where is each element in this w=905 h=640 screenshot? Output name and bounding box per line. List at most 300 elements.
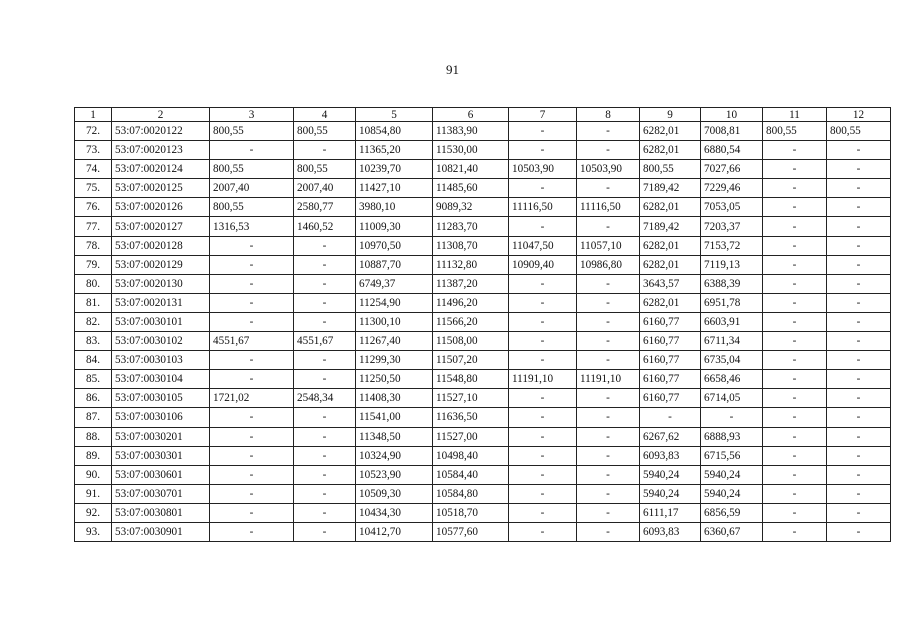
table-cell: 800,55 [640,160,701,179]
table-cell: 10498,40 [433,446,509,465]
table-cell: - [827,217,891,236]
table-cell: 90. [75,465,112,484]
table-cell: - [827,408,891,427]
table-cell: 11527,10 [433,389,509,408]
table-cell: 10584,80 [433,484,509,503]
table-cell: 7189,42 [640,217,701,236]
table-cell: - [763,293,827,312]
table-row [75,465,891,484]
table-cell: 7008,81 [701,122,763,141]
table-row [75,446,891,465]
table-cell: 77. [75,217,112,236]
table-cell: - [763,274,827,293]
table-row [75,312,891,331]
table-cell: 6160,77 [640,370,701,389]
table-cell: 11541,00 [356,408,433,427]
table-cell: - [577,274,640,293]
table-cell: - [827,274,891,293]
table-cell: - [294,484,356,503]
column-header-11: 11 [763,108,827,122]
table-cell: - [577,484,640,503]
table-cell: - [509,312,577,331]
table-cell: 53:07:0020124 [112,160,210,179]
table-cell: 53:07:0030106 [112,408,210,427]
table-cell: - [210,141,294,160]
table-cell: 11365,20 [356,141,433,160]
table-cell: 11299,30 [356,351,433,370]
table-cell: 11348,50 [356,427,433,446]
table-cell: 73. [75,141,112,160]
table-cell: - [827,503,891,522]
table-cell: - [763,408,827,427]
table-cell: - [827,389,891,408]
table-cell: - [827,465,891,484]
column-header-3: 3 [210,108,294,122]
table-cell: 6282,01 [640,122,701,141]
table-cell: 7153,72 [701,236,763,255]
table-cell: 6282,01 [640,255,701,274]
table-cell: 53:07:0030103 [112,351,210,370]
table-cell: - [827,160,891,179]
table-cell: 88. [75,427,112,446]
table-row [75,293,891,312]
table-cell: - [827,293,891,312]
table-cell: - [577,503,640,522]
table-cell: - [763,217,827,236]
table-cell: 53:07:0030601 [112,465,210,484]
table-cell: 10503,90 [577,160,640,179]
table-cell: 76. [75,198,112,217]
table-cell: 11250,50 [356,370,433,389]
table-cell: - [509,217,577,236]
table-cell: 6888,93 [701,427,763,446]
column-header-12: 12 [827,108,891,122]
table-cell: 800,55 [210,198,294,217]
table-cell: 53:07:0020122 [112,122,210,141]
table-cell: 10821,40 [433,160,509,179]
table-cell: - [210,370,294,389]
table-cell: - [210,465,294,484]
table-cell: 53:07:0020128 [112,236,210,255]
table-cell: - [294,427,356,446]
table-cell: 1460,52 [294,217,356,236]
table-row [75,522,891,541]
table-cell: 78. [75,236,112,255]
table-cell: 11057,10 [577,236,640,255]
table-cell: - [210,427,294,446]
table-cell: 800,55 [210,122,294,141]
table-cell: 5940,24 [640,484,701,503]
table-cell: 86. [75,389,112,408]
table-cell: - [294,351,356,370]
table-cell: - [210,484,294,503]
table-cell: 11507,20 [433,351,509,370]
table-cell: 80. [75,274,112,293]
table-cell: 92. [75,503,112,522]
table-cell: 53:07:0020129 [112,255,210,274]
table-cell: 53:07:0030301 [112,446,210,465]
table-cell: 6093,83 [640,446,701,465]
table-cell: - [577,141,640,160]
table-cell: - [763,522,827,541]
table-cell: - [210,503,294,522]
table-cell: - [827,351,891,370]
table-cell: 800,55 [294,122,356,141]
table-cell: 5940,24 [640,465,701,484]
table-cell: 2007,40 [294,179,356,198]
table-cell: 11300,10 [356,312,433,331]
table-cell: 6856,59 [701,503,763,522]
table-cell: - [763,179,827,198]
table-cell: 800,55 [763,122,827,141]
table-cell: 6735,04 [701,351,763,370]
table-cell: 6160,77 [640,332,701,351]
table-cell: 11132,80 [433,255,509,274]
table-cell: 53:07:0020123 [112,141,210,160]
table-cell: 6282,01 [640,236,701,255]
table-cell: - [577,427,640,446]
header-row [75,108,891,122]
table-cell: 6360,67 [701,522,763,541]
table-cell: 74. [75,160,112,179]
column-header-4: 4 [294,108,356,122]
table-cell: 10909,40 [509,255,577,274]
table-cell: - [210,351,294,370]
table-cell: - [763,427,827,446]
table-cell: 11496,20 [433,293,509,312]
table-cell: 6951,78 [701,293,763,312]
table-cell: - [763,236,827,255]
table-cell: - [294,236,356,255]
table-cell: 10518,70 [433,503,509,522]
table-cell: 3980,10 [356,198,433,217]
table-cell: 10434,30 [356,503,433,522]
table-cell: 7189,42 [640,179,701,198]
table-cell: 87. [75,408,112,427]
table-cell: - [763,141,827,160]
table-cell: - [509,274,577,293]
table-cell: 10239,70 [356,160,433,179]
table-cell: 11408,30 [356,389,433,408]
table-cell: 6160,77 [640,389,701,408]
column-header-8: 8 [577,108,640,122]
table-cell: - [577,465,640,484]
table-cell: 11009,30 [356,217,433,236]
table-cell: - [827,446,891,465]
table-cell: - [294,522,356,541]
table-cell: 53:07:0020131 [112,293,210,312]
table-cell: 11191,10 [509,370,577,389]
table-cell: - [763,198,827,217]
table-cell: - [577,122,640,141]
table-cell: 6388,39 [701,274,763,293]
table-cell: - [509,503,577,522]
table-cell: 9089,32 [433,198,509,217]
table-body [75,122,891,542]
table-cell: 3643,57 [640,274,701,293]
table-cell: 7119,13 [701,255,763,274]
table-cell: - [827,332,891,351]
table-cell: 93. [75,522,112,541]
table-cell: - [827,522,891,541]
table-row [75,408,891,427]
table-cell: 75. [75,179,112,198]
table-cell: 10523,90 [356,465,433,484]
table-row [75,351,891,370]
table-row [75,217,891,236]
table-cell: - [509,179,577,198]
table-cell: - [763,160,827,179]
table-cell: - [763,465,827,484]
table-cell: - [827,236,891,255]
table-cell: 7229,46 [701,179,763,198]
table-cell: 5940,24 [701,484,763,503]
table-cell: 6111,17 [640,503,701,522]
table-cell: - [509,484,577,503]
table-cell: - [294,141,356,160]
table-cell: - [827,255,891,274]
table-row [75,160,891,179]
table-cell: 89. [75,446,112,465]
table-cell: - [827,427,891,446]
table-cell: 1316,53 [210,217,294,236]
table-cell: 11116,50 [577,198,640,217]
table-cell: - [294,446,356,465]
table-cell: 53:07:0030102 [112,332,210,351]
table-cell: - [509,332,577,351]
table-cell: 6711,34 [701,332,763,351]
table-cell: 7027,66 [701,160,763,179]
table-cell: - [210,255,294,274]
table-cell: - [577,332,640,351]
table-cell: - [294,503,356,522]
table-cell: - [763,503,827,522]
table-cell: 6160,77 [640,351,701,370]
table-cell: 10503,90 [509,160,577,179]
table-cell: - [763,446,827,465]
table-cell: - [763,370,827,389]
table-cell: 800,55 [210,160,294,179]
table-cell: - [763,255,827,274]
table-cell: 6749,37 [356,274,433,293]
table-cell: - [827,370,891,389]
table-cell: 10854,80 [356,122,433,141]
table-cell: 79. [75,255,112,274]
table-cell: 11530,00 [433,141,509,160]
table-cell: - [294,293,356,312]
table-cell: 11636,50 [433,408,509,427]
column-header-6: 6 [433,108,509,122]
table-cell: 800,55 [827,122,891,141]
table-cell: 91. [75,484,112,503]
table-cell: - [577,312,640,331]
table-cell: 10324,90 [356,446,433,465]
table-cell: 6093,83 [640,522,701,541]
table-cell: 10412,70 [356,522,433,541]
table-cell: 2580,77 [294,198,356,217]
table-cell: 11548,80 [433,370,509,389]
table-row [75,255,891,274]
table-row [75,274,891,293]
table-cell: 11308,70 [433,236,509,255]
column-header-2: 2 [112,108,210,122]
column-header-10: 10 [701,108,763,122]
table-cell: - [210,312,294,331]
table-cell: - [577,179,640,198]
table-cell: 6282,01 [640,141,701,160]
table-cell: - [210,274,294,293]
table-cell: 82. [75,312,112,331]
table-cell: - [577,522,640,541]
table-cell: 11427,10 [356,179,433,198]
table-row [75,179,891,198]
column-header-5: 5 [356,108,433,122]
table-cell: 11267,40 [356,332,433,351]
table-cell: 53:07:0020130 [112,274,210,293]
table-cell: - [577,389,640,408]
table-cell: 10970,50 [356,236,433,255]
table-cell: - [294,255,356,274]
table-cell: 53:07:0030901 [112,522,210,541]
table-cell: 4551,67 [294,332,356,351]
table-cell: 11566,20 [433,312,509,331]
table-cell: - [827,484,891,503]
table-cell: 83. [75,332,112,351]
table-cell: - [640,408,701,427]
table-cell: 6267,62 [640,427,701,446]
table-cell: - [210,446,294,465]
table-cell: 800,55 [294,160,356,179]
table-cell: - [509,408,577,427]
table-cell: - [577,293,640,312]
table-cell: 6282,01 [640,198,701,217]
table-cell: 1721,02 [210,389,294,408]
table-cell: - [210,408,294,427]
table-cell: 10509,30 [356,484,433,503]
table-cell: 7203,37 [701,217,763,236]
data-table [74,107,891,542]
table-cell: 53:07:0030101 [112,312,210,331]
table-cell: 6658,46 [701,370,763,389]
table-row [75,122,891,141]
table-cell: 11485,60 [433,179,509,198]
table-row [75,427,891,446]
table-row [75,236,891,255]
table-cell: 53:07:0030801 [112,503,210,522]
table-cell: 7053,05 [701,198,763,217]
table-cell: 6160,77 [640,312,701,331]
table-cell: 53:07:0030701 [112,484,210,503]
table-cell: 6715,56 [701,446,763,465]
table-cell: 2007,40 [210,179,294,198]
table-row [75,198,891,217]
table-cell: 11283,70 [433,217,509,236]
table-cell: 81. [75,293,112,312]
table-cell: - [827,179,891,198]
table-cell: - [763,312,827,331]
table-cell: - [509,351,577,370]
table-cell: - [763,351,827,370]
column-header-9: 9 [640,108,701,122]
table-cell: 6880,54 [701,141,763,160]
table-cell: - [763,484,827,503]
table-cell: 84. [75,351,112,370]
table-cell: 2548,34 [294,389,356,408]
table-cell: 53:07:0020125 [112,179,210,198]
page-number: 91 [446,62,459,77]
table-cell: 53:07:0030104 [112,370,210,389]
table-row [75,332,891,351]
table-row [75,141,891,160]
table-cell: - [294,408,356,427]
table-cell: 85. [75,370,112,389]
table-cell: - [294,274,356,293]
table-row [75,484,891,503]
table-row [75,370,891,389]
table-cell: 11116,50 [509,198,577,217]
table-cell: - [210,522,294,541]
table-cell: - [509,522,577,541]
table-cell: 11383,90 [433,122,509,141]
table-cell: - [210,293,294,312]
table-cell: - [763,389,827,408]
table-cell: 53:07:0030201 [112,427,210,446]
table-cell: - [827,312,891,331]
table-cell: 53:07:0020127 [112,217,210,236]
table-cell: 10584,40 [433,465,509,484]
table-row [75,503,891,522]
table-cell: - [509,141,577,160]
table-cell: 6714,05 [701,389,763,408]
table-cell: 11254,90 [356,293,433,312]
table-cell: 4551,67 [210,332,294,351]
table-cell: - [509,427,577,446]
table-cell: 11508,00 [433,332,509,351]
table-cell: - [294,370,356,389]
table-cell: 11047,50 [509,236,577,255]
table-cell: - [701,408,763,427]
table-cell: - [509,122,577,141]
table-cell: - [577,351,640,370]
table-cell: - [577,408,640,427]
table-cell: 53:07:0030105 [112,389,210,408]
table-cell: 6603,91 [701,312,763,331]
table-cell: - [294,465,356,484]
table-cell: 53:07:0020126 [112,198,210,217]
table-cell: 10887,70 [356,255,433,274]
table-cell: 72. [75,122,112,141]
column-header-1: 1 [75,108,112,122]
table-cell: - [827,141,891,160]
table-cell: - [577,217,640,236]
table-cell: 11527,00 [433,427,509,446]
table-cell: 11387,20 [433,274,509,293]
table-cell: - [577,446,640,465]
table-row [75,389,891,408]
table-cell: - [509,389,577,408]
table-cell: - [509,465,577,484]
table-cell: 11191,10 [577,370,640,389]
table-cell: - [509,293,577,312]
table-cell: 10986,80 [577,255,640,274]
table-cell: - [509,446,577,465]
table-cell: 5940,24 [701,465,763,484]
table-cell: - [763,332,827,351]
table-cell: 10577,60 [433,522,509,541]
table-cell: - [827,198,891,217]
table-cell: 6282,01 [640,293,701,312]
column-header-7: 7 [509,108,577,122]
